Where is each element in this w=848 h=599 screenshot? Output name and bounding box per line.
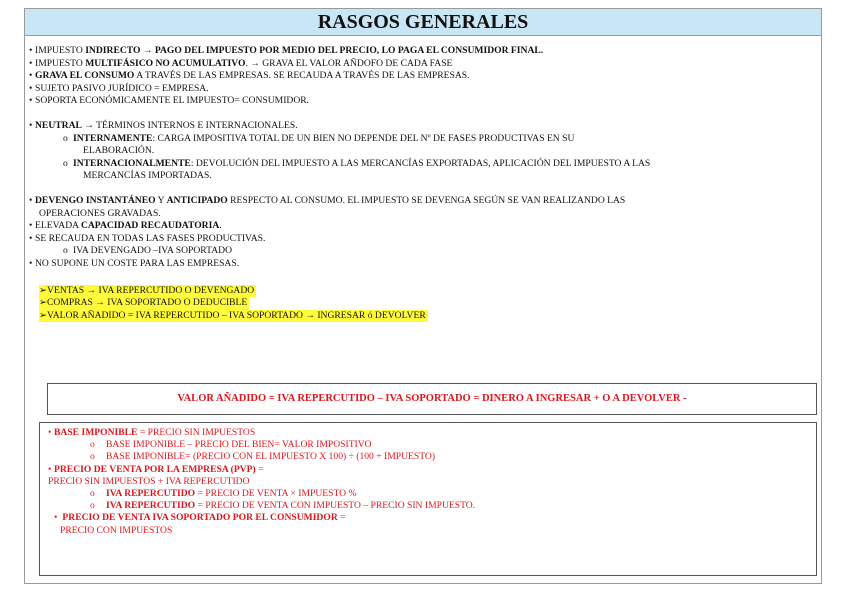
bullet-sujeto-pasivo: • SUJETO PASIVO JURÍDICO = EMPRESA. (29, 82, 209, 94)
sub-base-valor-impositivo: o BASE IMPONIBLE – PRECIO DEL BIEN= VALOR IMPOSITIVO (90, 439, 372, 451)
document-page (24, 8, 822, 584)
item-pvp-cont: PRECIO SIN IMPUESTOS + IVA REPERCUTIDO (48, 475, 250, 487)
bullet-capacidad: • ELEVADA CAPACIDAD RECAUDATORIA. (29, 220, 222, 232)
bullet-indirecto: • IMPUESTO INDIRECTO → PAGO DEL IMPUESTO POR MEDIO DEL PRECIO, LO PAGA EL CONSUMIDOR FINAL. (29, 45, 544, 56)
sub-iva-repercutido-1: o IVA REPERCUTIDO = PRECIO DE VENTA × IMPUESTO % (90, 488, 357, 500)
bullet-multifasico: • IMPUESTO MULTIFÁSICO NO ACUMULATIVO. → GRAVA EL VALOR AÑDOFO DE CADA FASE (29, 57, 453, 69)
highlight-valor-anadido: ➢VALOR AÑADIDO = IVA REPERCUTIDO – IVA SOPORTADO → INGRESAR ó DEVOLVER (39, 309, 426, 321)
sub-internamente: o INTERNAMENTE: CARGA IMPOSITIVA TOTAL DE UN BIEN NO DEPENDE DEL Nº DE FASES PRODUCTIVAS EN SU (63, 132, 575, 144)
bullet-devengo-cont: OPERACIONES GRAVADAS. (39, 207, 161, 219)
item-pvp: • PRECIO DE VENTA POR LA EMPRESA (PVP) = (48, 463, 264, 475)
page-title: RASGOS GENERALES (25, 9, 821, 36)
sub-base-formula: o BASE IMPONIBLE= (PRECIO CON EL IMPUESTO X 100) ÷ (100 + IMPUESTO) (90, 451, 436, 463)
sub-iva-repercutido-2: o IVA REPERCUTIDO = PRECIO DE VENTA CON IMPUESTO – PRECIO SIN IMPUESTO. (90, 500, 476, 512)
sub-iva-devengado: o IVA DEVENGADO –IVA SOPORTADO (63, 245, 233, 257)
valor-anadido-box: VALOR AÑADIDO = IVA REPERCUTIDO – IVA SOPORTADO = DINERO A INGRESAR + O A DEVOLVER - (47, 383, 817, 415)
sub-internacionalmente-cont: MERCANCÍAS IMPORTADAS. (83, 170, 212, 182)
sub-internacionalmente: o INTERNACIONALMENTE: DEVOLUCIÓN DEL IMPUESTO A LAS MERCANCÍAS EXPORTADAS, APLICACIÓN DEL IMPUESTO A LAS (63, 157, 651, 169)
bullet-no-coste: • NO SUPONE UN COSTE PARA LAS EMPRESAS. (29, 257, 240, 269)
item-precio-consumidor: • PRECIO DE VENTA IVA SOPORTADO POR EL CONSUMIDOR = (54, 512, 346, 524)
sub-internamente-cont: ELABORACIÓN. (83, 145, 155, 157)
base-imponible-box (39, 422, 817, 576)
item-precio-consumidor-cont: PRECIO CON IMPUESTOS (60, 524, 173, 536)
bullet-recauda: • SE RECAUDA EN TODAS LAS FASES PRODUCTIVAS. (29, 232, 266, 244)
highlight-compras: ➢COMPRAS → IVA SOPORTADO O DEDUCIBLE (39, 297, 248, 309)
highlight-ventas: ➢VENTAS → IVA REPERCUTIDO O DEVENGADO (39, 284, 255, 296)
bullet-soporta: • SOPORTA ECONÓMICAMENTE EL IMPUESTO= CONSUMIDOR. (29, 95, 310, 107)
bullet-grava-consumo: • GRAVA EL CONSUMO A TRAVÉS DE LAS EMPRESAS. SE RECAUDA A TRAVÉS DE LAS EMPRESAS. (29, 70, 470, 82)
bullet-list (29, 45, 819, 322)
bullet-devengo: • DEVENGO INSTANTÁNEO Y ANTICIPADO RESPECTO AL CONSUMO. EL IMPUESTO SE DEVENGA SEGÚN SE VAN REALIZANDO LAS (29, 194, 626, 206)
item-base-imponible: • BASE IMPONIBLE = PRECIO SIN IMPUESTOS (48, 427, 256, 438)
bullet-neutral: • NEUTRAL → TÉRMINOS INTERNOS E INTERNACIONALES. (29, 119, 298, 131)
